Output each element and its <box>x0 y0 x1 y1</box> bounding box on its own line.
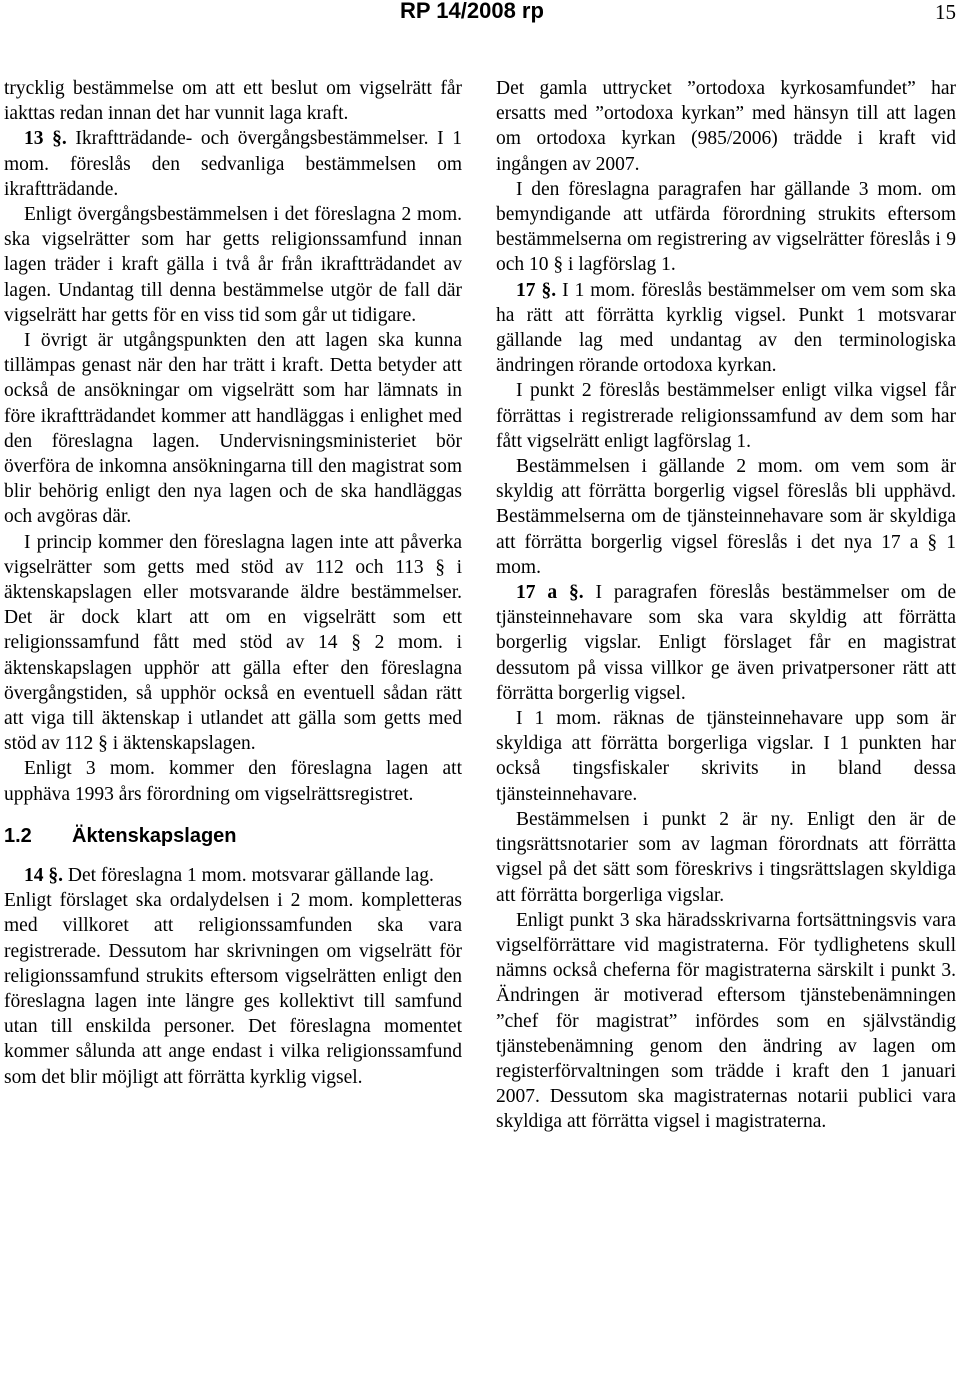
paragraph <box>496 76 956 177</box>
section-title: Äktenskapslagen <box>72 824 237 847</box>
paragraph-text: I paragrafen föreslås bestämmelser om de tjänsteinnehavare som ska vara skyldig att förrätta borgerlig vigslar. Enligt förslaget får en magistrat dessutom på vissa villkor ge även privatpersoner rätt att förrätta borgerlig vigsel. <box>496 582 956 704</box>
paragraph-text: I övrigt är utgångspunkten den att lagen ska kunna tillämpas genast när den har trätt i kraft. Detta betyder att också de ansökningar om vigselrätt som har lämnats in före ikraftträdandet kommer att handläggas i enlighet med den föreslagna lagen. Undervisningsministeriet bör överföra de inkomna ansökningarna till den magistrat som blir behörig enligt den nya lagen och de ska handläggas och avgöras där. <box>4 330 462 528</box>
paragraph-number: 14 §. <box>24 864 63 886</box>
right-paragraphs <box>496 76 956 1135</box>
paragraph <box>496 706 956 807</box>
paragraph-text: Enligt 3 mom. kommer den föreslagna lagen att upphäva 1993 års förordning om vigselrättsregistret. <box>4 758 462 805</box>
left-paragraphs-after <box>4 863 462 1090</box>
document-id: RP 14/2008 rp <box>400 0 544 23</box>
paragraph-text: Enligt förslaget ska ordalydelsen i 2 mom. kompletteras med villkoret att religionssamfunden ska vara registrerade. Dessutom har skrivningen om vigselrätt för religionssamfund strukits eftersom vigselrätten enligt den föreslagna lagen inte längre ges kollektivt till samfund utan till enskilda personer. Det föreslagna momentet kommer sålunda att ange endast i vilka religionssamfund som det blir möjligt att förrätta kyrklig vigsel. <box>4 890 462 1088</box>
paragraph <box>496 908 956 1135</box>
paragraph <box>4 756 462 806</box>
paragraph <box>496 454 956 580</box>
paragraph-number: 17 §. <box>516 279 557 301</box>
right-column <box>496 76 956 1135</box>
paragraph <box>4 76 462 126</box>
paragraph-text: Bestämmelsen i gällande 2 mom. om vem som är skyldig att förrätta borgerlig vigsel föreslås bli upphävd. Bestämmelserna om de tjänsteinnehavare som är skyldiga att förrätta borgerlig vigsel föreslås i det nya 17 a § 1 mom. <box>496 456 956 578</box>
section-number: 1.2 <box>4 824 32 847</box>
page-number: 15 <box>935 0 956 24</box>
paragraph <box>4 126 462 202</box>
paragraph-number: 17 a §. <box>516 582 584 604</box>
paragraph-text: I princip kommer den föreslagna lagen inte att påverka vigselrätter som getts med stöd av 112 och 113 § i äktenskapslagen eller motsvarande äldre bestämmelser. Det är dock klart att om en vigselrätt som ett religionssamfund fått med stöd av 14 § 2 mom. i äktenskapslagen upphör att gälla efter den föreslagna övergångstiden, så upphör också en eventuell sådan rätt att viga till äktenskap i utlandet att gälla som getts med stöd av 112 § i äktenskapslagen. <box>4 531 462 755</box>
paragraph <box>4 888 462 1090</box>
paragraph <box>496 278 956 379</box>
left-paragraphs <box>4 76 462 807</box>
paragraph-text: Ikraftträdande- och övergångsbestämmelser. I 1 mom. föreslås den sedvanliga bestämmelsen om ikraftträdande. <box>4 128 462 200</box>
paragraph-text: Bestämmelsen i punkt 2 är ny. Enligt den är de tingsrättsnotarier som av lagman förordnats att förrätta vigsel på det sätt som föreskrivs i tingsrättslagen skyldiga att förrätta borgerliga vigslar. <box>496 808 956 906</box>
paragraph <box>496 177 956 278</box>
paragraph <box>4 530 462 757</box>
page-header <box>0 0 960 30</box>
paragraph-number: 13 §. <box>24 128 67 150</box>
paragraph <box>4 202 462 328</box>
left-column <box>4 76 462 1090</box>
paragraph-text: trycklig bestämmelse om att ett beslut om vigselrätt får iakttas redan innan det har vunnit laga kraft. <box>4 78 462 125</box>
paragraph-text: Det föreslagna 1 mom. motsvarar gällande lag. <box>63 864 434 886</box>
paragraph <box>496 807 956 908</box>
paragraph-text: I den föreslagna paragrafen har gällande 3 mom. om bemyndigande att utfärda förordning strukits eftersom bestämmelserna om registrering av vigselrätter föreslås i 9 och 10 § i lagförslag 1. <box>496 178 956 276</box>
paragraph <box>496 580 956 706</box>
paragraph-text: Det gamla uttrycket ”ortodoxa kyrkosamfundet” har ersatts med ”ortodoxa kyrkan” med hänsyn till att lagen om ortodoxa kyrkan (985/2006) trädde i kraft vid ingången av 2007. <box>496 78 956 175</box>
paragraph-text: I 1 mom. föreslås bestämmelser om vem som ska ha rätt att förrätta kyrklig vigsel. Punkt 1 motsvarar gällande lag med undantag av den terminologiska ändringen rörande ortodoxa kyrkan. <box>496 279 956 377</box>
paragraph-text: Enligt punkt 3 ska häradsskrivarna fortsättningsvis vara vigselförrättare vid magistraterna. För tydlighetens skull nämns också cheferna för magistraterna särskilt i punkt 3. Ändringen är motiverad eftersom tjänstebenämningen ”chef för magistrat” infördes som en självständig tjänstebenämning genom den ändring av lagen om registerförvaltningen som trädde i kraft den 1 januari 2007. Dessutom ska magistraternas notarii publici vara skyldiga att förrätta vigsel i magistraterna. <box>496 909 956 1133</box>
paragraph <box>496 378 956 454</box>
paragraph <box>4 328 462 530</box>
paragraph <box>4 863 462 888</box>
paragraph-text: Enligt övergångsbestämmelsen i det föreslagna 2 mom. ska vigselrätter som har getts religionssamfund innan lagen träder i kraft gälla i två år från ikraftträdandet av lagen. Undantag till denna bestämmelse utgör de fall där vigselrätt har getts för en viss tid som går ut tidigare. <box>4 204 462 326</box>
paragraph-text: I 1 mom. räknas de tjänsteinnehavare upp som är skyldiga att förrätta borgerliga vigslar. I 1 punkten har också tingsfiskaler skrivits in bland dessa tjänsteinnehavare. <box>496 708 956 805</box>
section-heading <box>4 823 462 849</box>
paragraph-text: I punkt 2 föreslås bestämmelser enligt vilka vigsel får förrättas i registrerade religionssamfund av dem som har fått vigselrätt enligt lagförslag 1. <box>496 380 956 452</box>
